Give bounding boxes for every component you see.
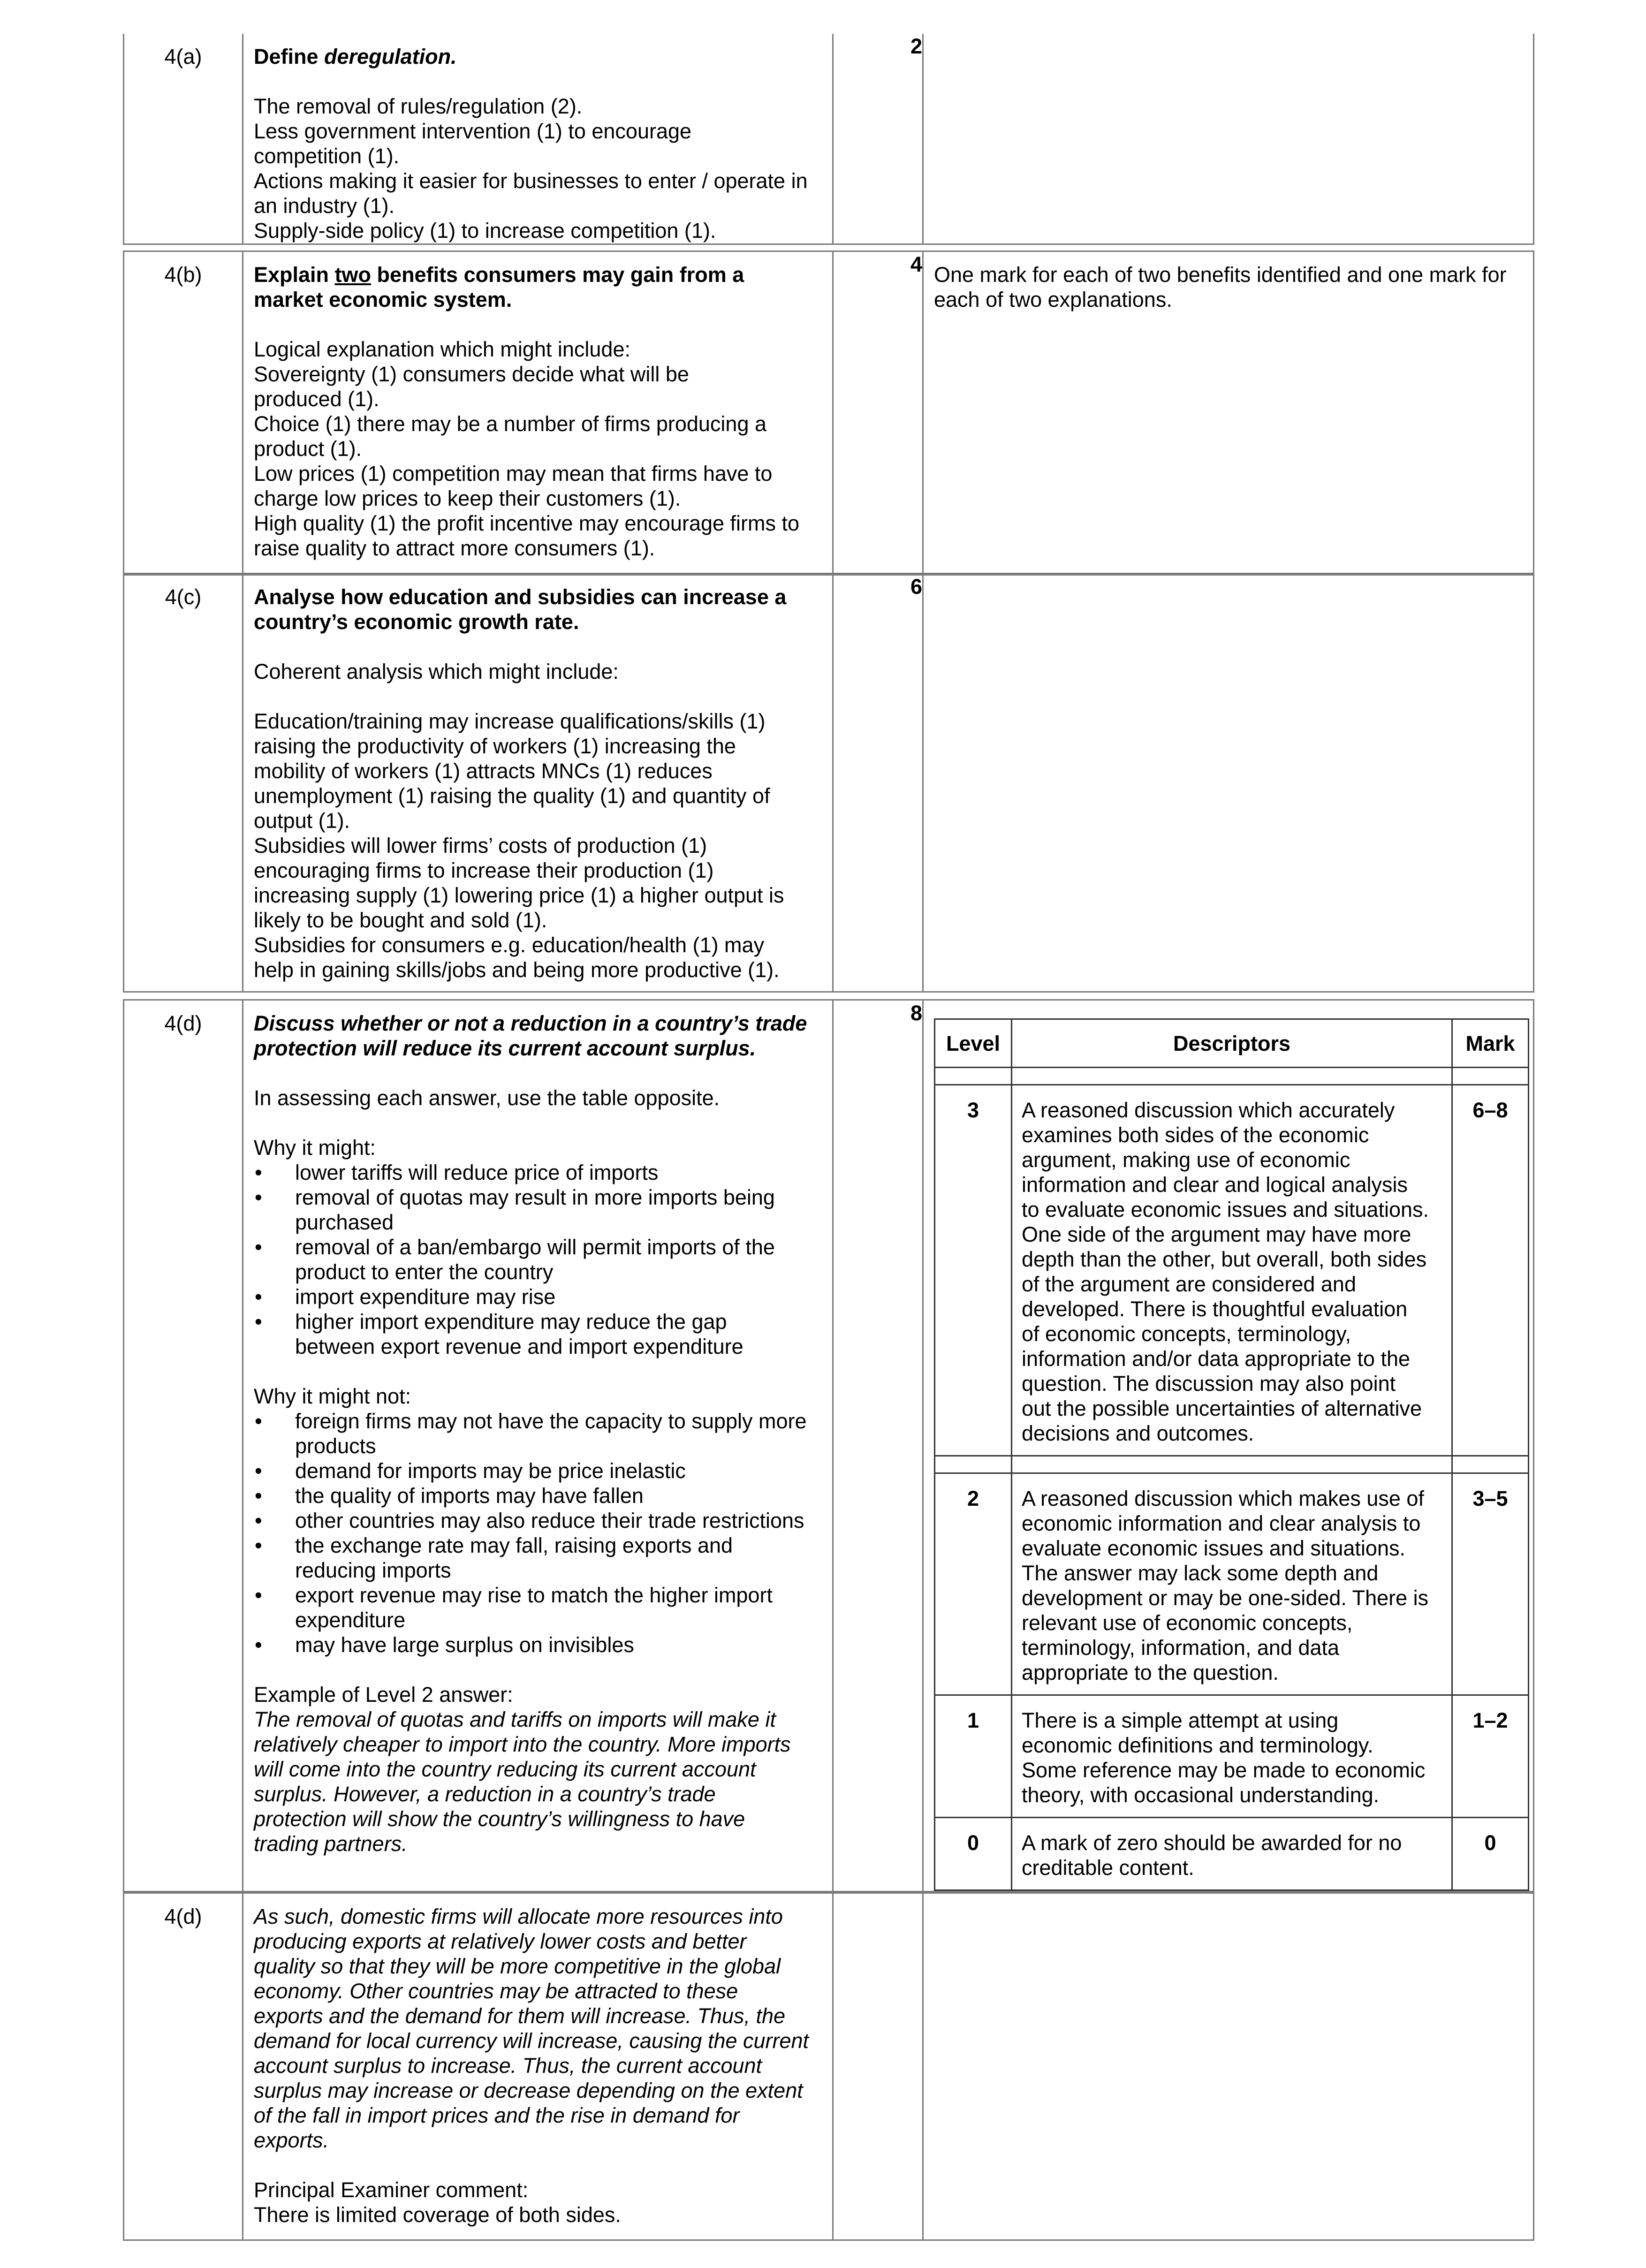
- marks-value: 6: [833, 574, 923, 992]
- list-item: • the exchange rate may fall, raising exports and reducing imports: [254, 1533, 822, 1583]
- list-item: • higher import expenditure may reduce the gap between export revenue and import expenditure: [254, 1309, 822, 1359]
- marks-value: 4: [833, 251, 923, 575]
- marks-value: [833, 1893, 923, 2240]
- list-item: • demand for imports may be price inelastic: [254, 1458, 822, 1483]
- why-not-list: [254, 1409, 822, 1657]
- marks-value: 2: [833, 34, 923, 244]
- level-row: 0 A mark of zero should be awarded for no creditable content. 0: [935, 1818, 1529, 1890]
- levels-header: Level Descriptors Mark: [935, 1019, 1529, 1068]
- row-4a: [123, 34, 1534, 245]
- level-row: 3 A reasoned discussion which accurately examines both sides of the economic argument, making use of economic information and clear and logical analysis to evaluate economic issues and situations. One side of the argument may have more depth than the other, but overall, both sides of the argument are considered and developed. There is thoughtful evaluation of economic concepts, terminology, information and/or data appropriate to the question. The discussion may also point out the possible uncertainties of alternative decisions and outcomes. 6–8: [935, 1085, 1529, 1456]
- why-might-list: [254, 1160, 822, 1359]
- question-number: 4(b): [124, 251, 243, 575]
- list-item: • the quality of imports may have fallen: [254, 1483, 822, 1508]
- assess-note: In assessing each answer, use the table opposite.: [254, 1086, 720, 1110]
- row-4b: [123, 250, 1534, 576]
- answer-text: Education/training may increase qualifications/skills (1) raising the productivity of workers (1) increasing the mobility of workers (1) attracts MNCs (1) reduces unemployment (1) raising the quality (1) and quantity of output (1). Subsidies will lower firms’ costs of production (1) encouraging firms to increase their production (1) increasing supply (1) lowering price (1) a higher output is likely to be bought and sold (1). Subsidies for consumers e.g. education/health (1) may help in gaining skills/jobs and being more productive (1).: [254, 709, 784, 982]
- why-might-label: Why it might:: [254, 1136, 376, 1160]
- question-number: 4(d): [124, 1893, 243, 2240]
- question-number: 4(c): [124, 574, 243, 992]
- question-text: Analyse how education and subsidies can increase a country’s economic growth rate.: [254, 585, 787, 634]
- list-item: • other countries may also reduce their trade restrictions: [254, 1508, 822, 1533]
- question-number: 4(d): [124, 1000, 243, 1892]
- marks-value: 8: [833, 1000, 923, 1892]
- list-item: • foreign firms may not have the capacity to supply more products: [254, 1409, 822, 1458]
- question-text: Define deregulation.: [254, 45, 457, 68]
- guidance-cell: [923, 1893, 1534, 2240]
- level-row: 1 There is a simple attempt at using economic definitions and terminology. Some reference may be made to economic theory, with occasional understanding. 1–2: [935, 1695, 1529, 1818]
- list-item: • removal of a ban/embargo will permit imports of the product to enter the country: [254, 1235, 822, 1284]
- answer-text: The removal of rules/regulation (2). Less government intervention (1) to encourage competition (1). Actions making it easier for businesses to enter / operate in an industry (1). Supply-side policy (1) to increase competition (1).: [254, 94, 808, 243]
- examiner-comment: Principal Examiner comment: There is limited coverage of both sides.: [254, 2178, 621, 2227]
- list-item: • lower tariffs will reduce price of imports: [254, 1160, 822, 1185]
- guidance-cell: [923, 574, 1534, 992]
- example-answer-continued: As such, domestic firms will allocate more resources into producing exports at relatively lower costs and better quality so that they will be more competitive in the global economy. Other countries may be attracted to these exports and the demand for them will increase. Thus, the demand for local currency will increase, causing the current account surplus to increase. Thus, the current account surplus may increase or decrease depending on the extent of the fall in import prices and the rise in demand for exports.: [254, 1904, 809, 2152]
- list-item: • export revenue may rise to match the higher import expenditure: [254, 1583, 822, 1632]
- guidance-cell: One mark for each of two benefits identified and one mark for each of two explanations.: [923, 251, 1534, 575]
- guidance-cell: [923, 34, 1534, 244]
- row-4d-continued: [123, 1892, 1534, 2241]
- question-text: Discuss whether or not a reduction in a country’s trade protection will reduce its current account surplus.: [254, 1011, 807, 1060]
- question-number: 4(a): [124, 34, 243, 244]
- list-item: • removal of quotas may result in more imports being purchased: [254, 1185, 822, 1235]
- list-item: • may have large surplus on invisibles: [254, 1632, 822, 1657]
- levels-table: [934, 1018, 1529, 1891]
- level-row: 2 A reasoned discussion which makes use of economic information and clear analysis to evaluate economic issues and situations. The answer may lack some depth and development or may be one-sided. There is relevant use of economic concepts, terminology, information, and data appropriate to the question. 3–5: [935, 1473, 1529, 1695]
- answer-text: Logical explanation which might include: Sovereignty (1) consumers decide what will be produced (1). Choice (1) there may be a number of firms producing a product (1). Low prices (1) competition may mean that firms have to charge low prices to keep their customers (1). High quality (1) the profit incentive may encourage firms to raise quality to attract more consumers (1).: [254, 337, 800, 560]
- why-not-label: Why it might not:: [254, 1384, 411, 1408]
- example-answer: The removal of quotas and tariffs on imports will make it relatively cheaper to import into the country. More imports will come into the country reducing its current account surplus. However, a reduction in a country’s trade protection will show the country’s willingness to have trading partners.: [254, 1707, 791, 1856]
- list-item: • import expenditure may rise: [254, 1284, 822, 1309]
- row-4c: [123, 573, 1534, 993]
- answer-intro: Coherent analysis which might include:: [254, 660, 619, 683]
- row-4d: [123, 999, 1534, 1892]
- example-label: Example of Level 2 answer:: [254, 1683, 513, 1707]
- question-text: Explain two benefits consumers may gain from a market economic system.: [254, 263, 744, 311]
